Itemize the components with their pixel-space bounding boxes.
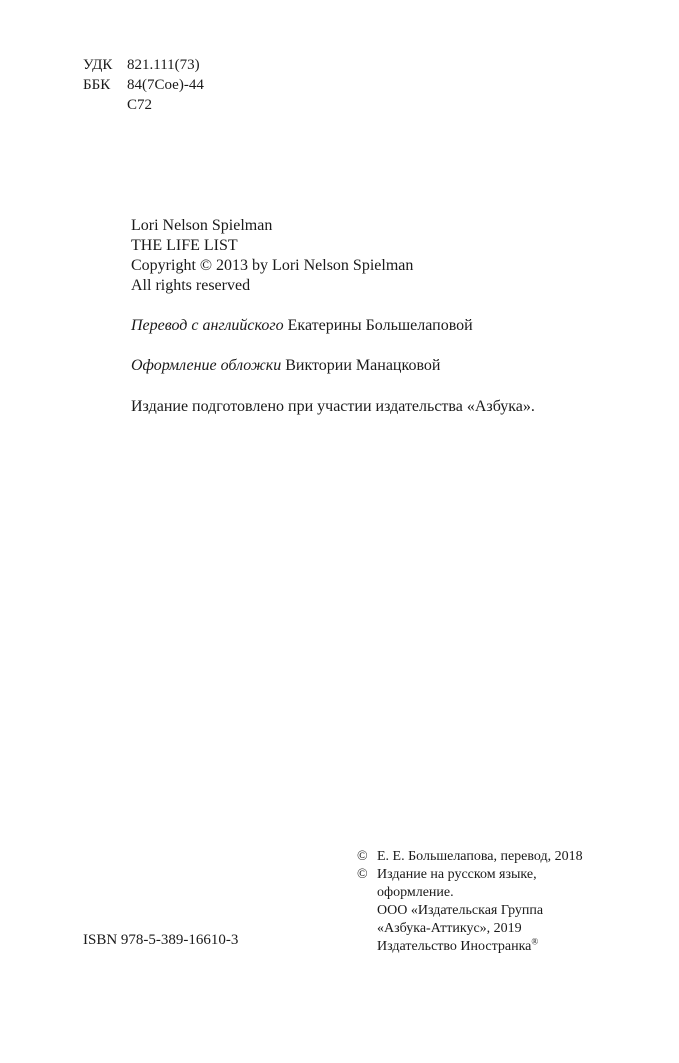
isbn: ISBN 978-5-389-16610-3 — [83, 932, 239, 948]
copyright-line: оформление. — [377, 885, 454, 900]
author-mark-row — [83, 95, 204, 115]
copyright-line: Е. Е. Большелапова, перевод, 2018 — [377, 849, 583, 864]
bbk-row — [83, 75, 204, 95]
copyright-icon: © — [357, 867, 368, 882]
original-title: THE LIFE LIST — [131, 237, 238, 254]
author-mark: С72 — [127, 97, 153, 113]
copyright-line: «Азбука-Аттикус», 2019 — [377, 921, 522, 936]
original-author: Lori Nelson Spielman — [131, 217, 273, 234]
bbk-label: ББК — [83, 77, 111, 93]
registered-mark-icon: ® — [531, 936, 539, 947]
original-rights: All rights reserved — [131, 277, 251, 294]
publisher-note: Издание подготовлено при участии издательства «Азбука». — [131, 398, 535, 415]
translation-label: Перевод с английского — [131, 317, 284, 334]
classification-block — [83, 55, 204, 115]
copyright-translation — [357, 848, 583, 866]
cover-design-label: Оформление обложки — [131, 357, 282, 374]
copyright-icon: © — [357, 849, 368, 864]
bbk-value: 84(7Сое)-44 — [127, 77, 204, 93]
copyright-line: Издание на русском языке, — [377, 867, 537, 882]
copyright-edition — [357, 866, 583, 956]
cover-designer-name: Виктории Манацковой — [285, 357, 441, 374]
original-copyright: Copyright © 2013 by Lori Nelson Spielman — [131, 257, 414, 274]
translator-name: Екатерины Большелаповой — [287, 317, 473, 334]
publisher-imprint: Издательство Иностранка — [377, 939, 532, 954]
original-credits — [131, 216, 413, 296]
copyright-notices — [357, 848, 583, 956]
udk-row — [83, 55, 204, 75]
udk-label: УДК — [83, 57, 113, 73]
translation-credit — [131, 316, 473, 336]
udk-value: 821.111(73) — [127, 57, 200, 73]
cover-design-credit — [131, 356, 440, 376]
copyright-line: ООО «Издательская Группа — [377, 903, 544, 918]
copyright-line-last — [377, 938, 543, 956]
